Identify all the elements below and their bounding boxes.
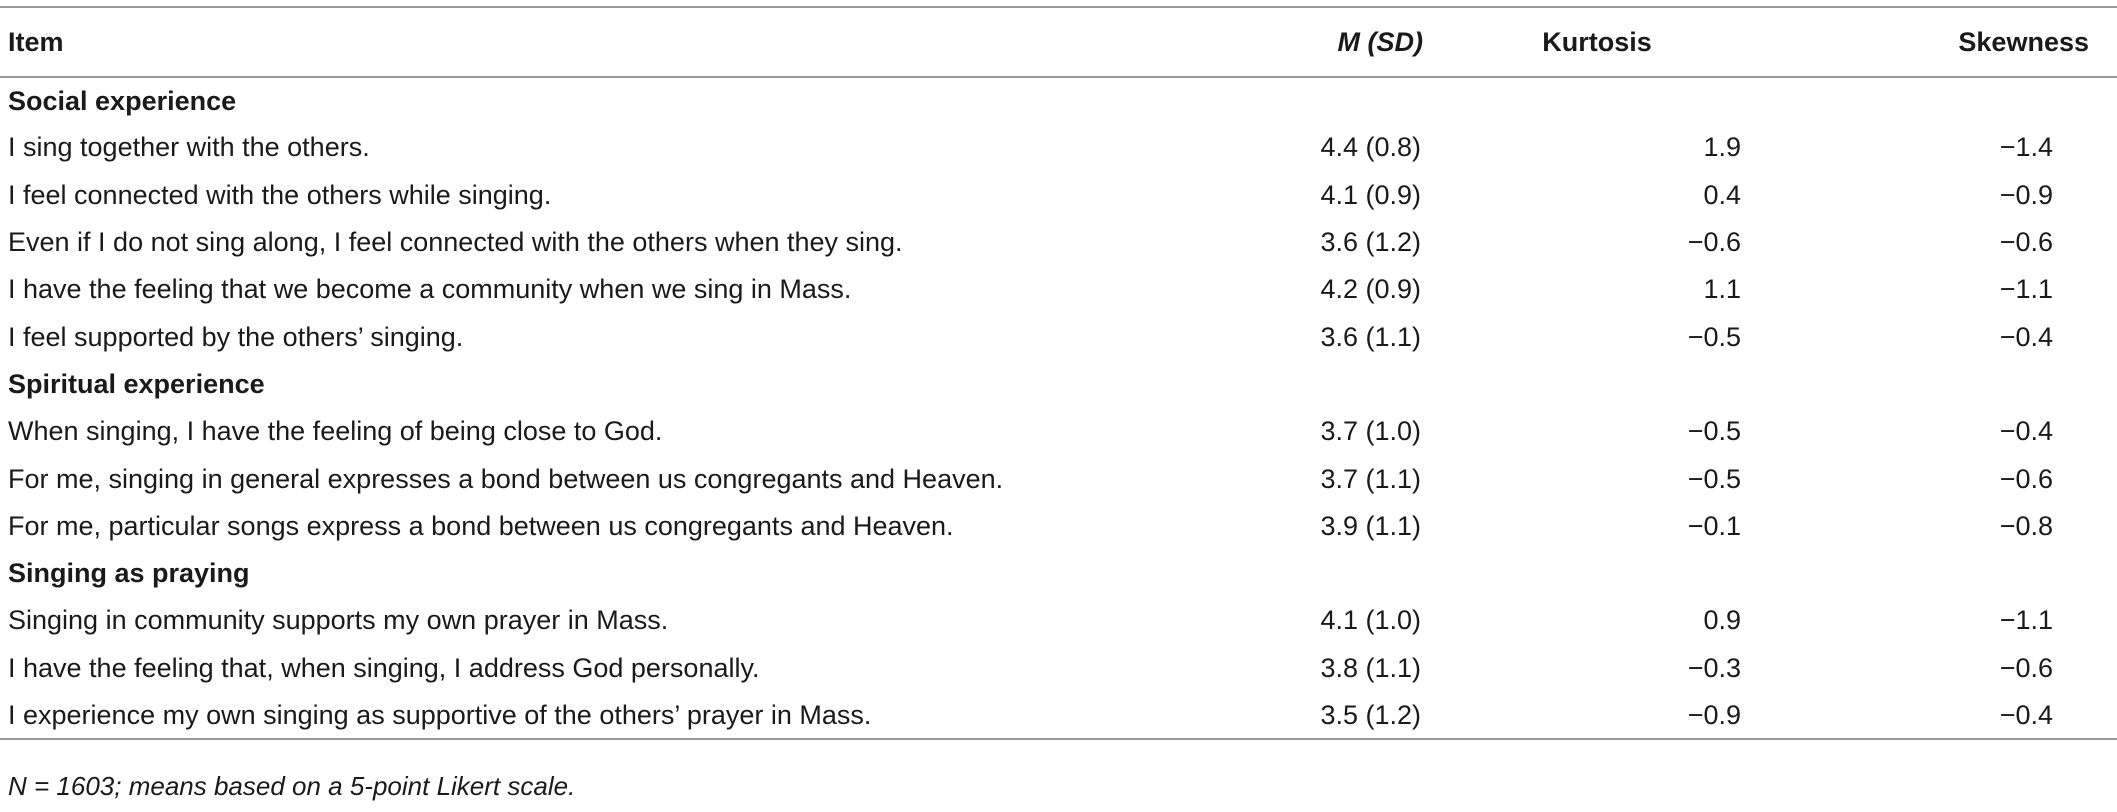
header-skewness: Skewness xyxy=(1741,7,2117,77)
cell-skewness: −0.6 xyxy=(1999,463,2053,494)
table-row xyxy=(0,219,2117,266)
cell-kurtosis: −0.3 xyxy=(1687,652,1741,683)
cell-item: I feel supported by the others’ singing. xyxy=(8,321,464,352)
cell-item: When singing, I have the feeling of being close to God. xyxy=(8,416,663,447)
cell-kurtosis-wrap xyxy=(1429,692,1741,739)
header-row xyxy=(0,7,2117,77)
section-row xyxy=(0,550,2117,597)
cell-item: I have the feeling that, when singing, I address God personally. xyxy=(8,652,760,683)
cell-kurtosis-wrap xyxy=(1429,645,1741,692)
table-body xyxy=(0,77,2117,739)
table-row xyxy=(0,124,2117,171)
cell-item: I sing together with the others. xyxy=(8,132,370,163)
table-row xyxy=(0,597,2117,644)
cell-kurtosis-wrap xyxy=(1429,503,1741,550)
cell-item: I feel connected with the others while singing. xyxy=(8,179,552,210)
cell-msd: 3.5 (1.2) xyxy=(1196,692,1429,739)
cell-kurtosis-wrap xyxy=(1429,124,1741,171)
cell-msd: 3.9 (1.1) xyxy=(1320,510,1421,541)
cell-item: Singing in community supports my own prayer in Mass. xyxy=(8,605,669,636)
cell-skewness: −1.4 xyxy=(1999,132,2053,163)
cell-msd: 3.7 (1.0) xyxy=(1320,416,1421,447)
section-row xyxy=(0,361,2117,408)
table-row xyxy=(0,503,2117,550)
table-note: N = 1603; means based on a 5-point Likert scale. xyxy=(8,771,576,801)
cell-skewness: −0.8 xyxy=(1999,510,2053,541)
cell-kurtosis: −0.9 xyxy=(1687,699,1741,730)
table-row xyxy=(0,645,2117,692)
cell-msd: 4.1 (1.0) xyxy=(1320,605,1421,636)
cell-msd: 4.2 (0.9) xyxy=(1320,274,1421,305)
cell-kurtosis: −0.1 xyxy=(1687,510,1741,541)
cell-item: Even if I do not sing along, I feel connected with the others when they sing. xyxy=(8,227,903,258)
cell-msd: 4.4 (0.8) xyxy=(1320,132,1421,163)
cell-msd: 3.6 (1.2) xyxy=(1320,227,1421,258)
table-row xyxy=(0,313,2117,360)
section-title: Spiritual experience xyxy=(8,368,265,399)
cell-kurtosis: 1.9 xyxy=(1703,132,1741,163)
cell-msd: 3.7 (1.1) xyxy=(1320,463,1421,494)
section-title: Singing as praying xyxy=(8,558,250,589)
cell-kurtosis: 0.4 xyxy=(1703,179,1741,210)
cell-kurtosis: −0.5 xyxy=(1687,321,1741,352)
cell-item: I have the feeling that we become a community when we sing in Mass. xyxy=(8,274,852,305)
cell-kurtosis-wrap xyxy=(1429,408,1741,455)
cell-msd: 3.8 (1.1) xyxy=(1320,652,1421,683)
cell-skewness: −1.1 xyxy=(1999,274,2053,305)
cell-kurtosis: −0.6 xyxy=(1687,227,1741,258)
cell-item: For me, singing in general expresses a bond between us congregants and Heaven. xyxy=(8,463,1004,494)
section-title: Social experience xyxy=(8,85,237,116)
cell-skewness: −0.9 xyxy=(1999,179,2053,210)
table-row xyxy=(0,408,2117,455)
item-statistics-table xyxy=(0,6,2117,740)
cell-item: For me, particular songs express a bond between us congregants and Heaven. xyxy=(8,510,954,541)
cell-kurtosis: 0.9 xyxy=(1703,605,1741,636)
cell-skewness: −0.6 xyxy=(1999,652,2053,683)
cell-msd: 4.1 (0.9) xyxy=(1320,179,1421,210)
cell-kurtosis-wrap xyxy=(1429,313,1741,360)
table-row xyxy=(0,266,2117,313)
cell-skewness: −0.6 xyxy=(1999,227,2053,258)
cell-kurtosis-wrap xyxy=(1429,455,1741,502)
cell-item: I experience my own singing as supportive of the others’ prayer in Mass. xyxy=(0,692,1196,739)
cell-kurtosis: −0.5 xyxy=(1687,416,1741,447)
cell-kurtosis-wrap xyxy=(1429,219,1741,266)
header-item: Item xyxy=(0,7,1196,77)
cell-kurtosis: 1.1 xyxy=(1703,274,1741,305)
header-msd: M (SD) xyxy=(1196,7,1429,77)
table-row xyxy=(0,692,2117,739)
table-header xyxy=(0,7,2117,77)
cell-kurtosis-wrap xyxy=(1429,172,1741,219)
cell-kurtosis-wrap xyxy=(1429,266,1741,313)
header-kurtosis: Kurtosis xyxy=(1429,7,1741,77)
cell-skewness: −1.1 xyxy=(1999,605,2053,636)
cell-skewness: −0.4 xyxy=(1999,416,2053,447)
cell-kurtosis-wrap xyxy=(1429,597,1741,644)
table-row xyxy=(0,455,2117,502)
section-row xyxy=(0,77,2117,124)
table-row xyxy=(0,172,2117,219)
cell-msd: 3.6 (1.1) xyxy=(1320,321,1421,352)
cell-skewness: −0.4 xyxy=(1999,321,2053,352)
cell-skewness: −0.4 xyxy=(1741,692,2117,739)
cell-kurtosis: −0.5 xyxy=(1687,463,1741,494)
